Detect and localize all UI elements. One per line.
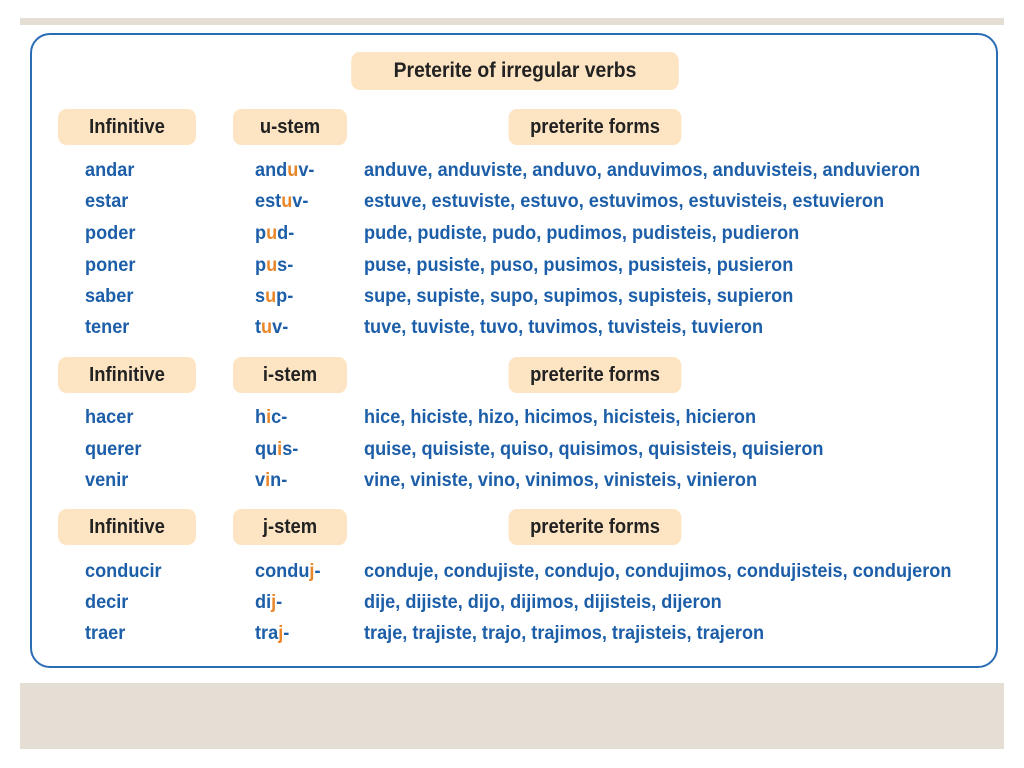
stem-cell: conduj- (255, 560, 321, 582)
header-stem: u-stem (233, 109, 347, 145)
verb-row (0, 251, 1024, 279)
stem-highlight: i (266, 406, 272, 428)
stem-highlight: u (261, 316, 273, 338)
stem-cell: quis- (255, 438, 299, 460)
verb-row (0, 435, 1024, 463)
header-preterite-forms: preterite forms (509, 509, 682, 545)
infinitive-cell: venir (85, 469, 129, 491)
infinitive-cell: tener (85, 316, 130, 338)
verb-row (0, 588, 1024, 616)
header-infinitive: Infinitive (58, 357, 196, 393)
footer-band (20, 683, 1004, 749)
header-preterite-forms: preterite forms (509, 357, 682, 393)
header-stem: i-stem (233, 357, 347, 393)
verb-row (0, 187, 1024, 215)
verb-row (0, 219, 1024, 247)
infinitive-cell: hacer (85, 406, 134, 428)
stem-highlight: j (309, 560, 315, 582)
verb-row (0, 282, 1024, 310)
header-infinitive: Infinitive (58, 509, 196, 545)
stem-cell: sup- (255, 285, 294, 307)
infinitive-cell: traer (85, 622, 126, 644)
forms-cell: estuve, estuviste, estuvo, estuvimos, estuvisteis, estuvieron (364, 190, 885, 212)
forms-cell: dije, dijiste, dijo, dijimos, dijisteis, dijeron (364, 591, 722, 613)
stem-cell: pus- (255, 254, 294, 276)
forms-cell: hice, hiciste, hizo, hicimos, hicisteis, hicieron (364, 406, 757, 428)
stem-cell: pud- (255, 222, 295, 244)
infinitive-cell: andar (85, 159, 135, 181)
header-infinitive: Infinitive (58, 109, 196, 145)
stem-cell: tuv- (255, 316, 289, 338)
header-stem: j-stem (233, 509, 347, 545)
forms-cell: vine, viniste, vino, vinimos, vinisteis, vinieron (364, 469, 758, 491)
forms-cell: traje, trajiste, trajo, trajimos, trajisteis, trajeron (364, 622, 765, 644)
infinitive-cell: decir (85, 591, 129, 613)
header-preterite-forms: preterite forms (509, 109, 682, 145)
forms-cell: puse, pusiste, puso, pusimos, pusisteis, pusieron (364, 254, 794, 276)
verb-row (0, 403, 1024, 431)
forms-cell: conduje, condujiste, condujo, condujimos, condujisteis, condujeron (364, 560, 952, 582)
forms-cell: supe, supiste, supo, supimos, supisteis, supieron (364, 285, 794, 307)
verb-row (0, 156, 1024, 184)
stem-highlight: j (278, 622, 284, 644)
top-divider (20, 18, 1004, 25)
verb-row (0, 619, 1024, 647)
stem-highlight: u (266, 254, 278, 276)
stem-highlight: i (277, 438, 283, 460)
stem-cell: hic- (255, 406, 288, 428)
infinitive-cell: poder (85, 222, 136, 244)
forms-cell: anduve, anduviste, anduvo, anduvimos, anduvisteis, anduvieron (364, 159, 921, 181)
infinitive-cell: conducir (85, 560, 162, 582)
infinitive-cell: estar (85, 190, 129, 212)
stem-highlight: u (266, 222, 278, 244)
verb-row (0, 557, 1024, 585)
stem-highlight: u (287, 159, 299, 181)
stem-highlight: u (281, 190, 293, 212)
stem-highlight: u (265, 285, 277, 307)
infinitive-cell: querer (85, 438, 142, 460)
stem-highlight: i (265, 469, 271, 491)
stem-cell: dij- (255, 591, 283, 613)
verb-row (0, 466, 1024, 494)
forms-cell: tuve, tuviste, tuvo, tuvimos, tuvisteis, tuvieron (364, 316, 764, 338)
verb-row (0, 313, 1024, 341)
stem-cell: traj- (255, 622, 290, 644)
stem-highlight: j (271, 591, 277, 613)
page-title: Preterite of irregular verbs (351, 52, 679, 90)
stem-cell: vin- (255, 469, 288, 491)
infinitive-cell: poner (85, 254, 136, 276)
forms-cell: quise, quisiste, quiso, quisimos, quisisteis, quisieron (364, 438, 824, 460)
stem-cell: estuv- (255, 190, 309, 212)
stem-cell: anduv- (255, 159, 315, 181)
forms-cell: pude, pudiste, pudo, pudimos, pudisteis, pudieron (364, 222, 800, 244)
infinitive-cell: saber (85, 285, 134, 307)
